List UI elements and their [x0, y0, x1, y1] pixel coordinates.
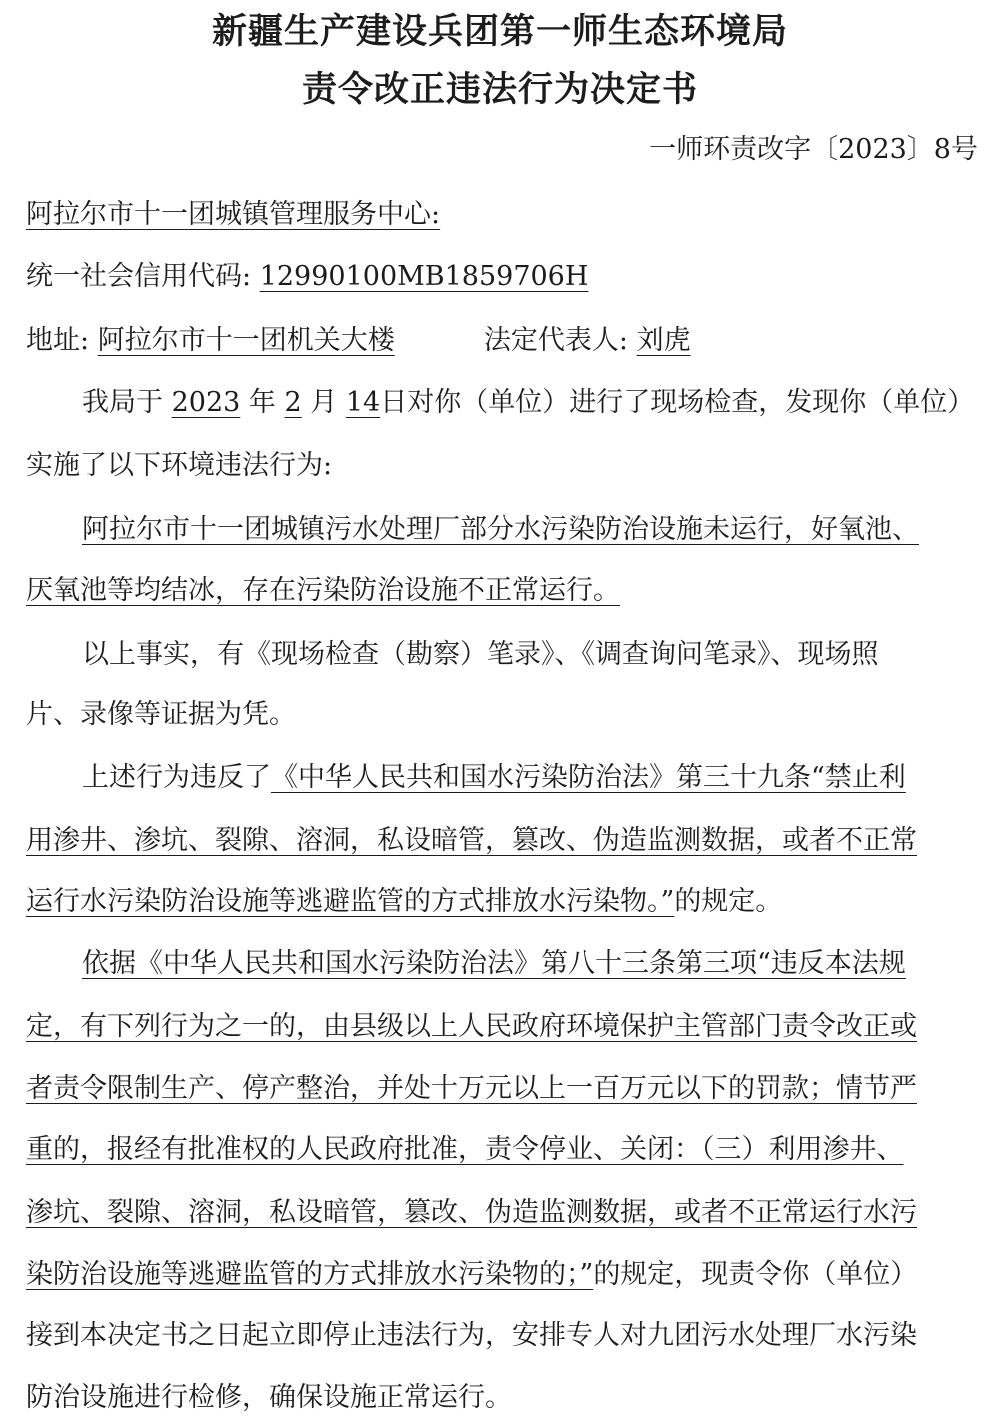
agency-title: 新疆生产建设兵团第一师生态环境局 [211, 12, 788, 52]
violation-text-1: 阿拉尔市十一团城镇污水处理厂部分水污染防治设施未运行，好氧池、 [82, 514, 919, 545]
law-prefix: 上述行为违反了 [82, 762, 271, 793]
inspection-year: 2023 [171, 387, 241, 418]
violation-line-2 [26, 569, 986, 613]
credit-code-value: 12990100MB1859706H [259, 261, 589, 292]
basis-line-7: 接到本决定书之日起立即停止违法行为，安排专人对九团污水处理厂水污染 [26, 1320, 917, 1351]
legal-rep-label: 法定代表人: [483, 325, 628, 356]
law-article-text-1: 《中华人民共和国水污染防治法》第三十九条“禁止利 [271, 762, 906, 793]
basis-text-6: 染防治设施等逃避监管的方式排放水污染物的；” [26, 1259, 594, 1290]
document-title: 责令改正违法行为决定书 [301, 70, 698, 110]
basis-order-text: 的规定，现责令你（单位） [593, 1259, 918, 1290]
basis-line-2 [26, 1005, 986, 1049]
document-number: 一师环责改字〔2023〕8号 [649, 134, 978, 165]
basis-text-2: 定，有下列行为之一的，由县级以上人民政府环境保护主管部门责令改正或 [26, 1011, 917, 1042]
basis-line-6 [26, 1253, 986, 1297]
violation-line-1 [26, 508, 1000, 552]
inspection-year-unit: 年 [248, 387, 276, 418]
party-name: 阿拉尔市十一团城镇管理服务中心: [26, 199, 441, 230]
law-article-text-2: 用渗井、渗坑、裂隙、溶洞，私设暗管，篡改、伪造监测数据，或者不正常 [26, 825, 917, 856]
inspection-suffix: 日对你（单位）进行了现场检查，发现你（单位） [380, 387, 975, 418]
law-article-text-3: 运行水污染防治设施等逃避监管的方式排放水污染物。” [26, 886, 675, 917]
law-suffix: 的规定。 [674, 886, 783, 917]
basis-text-4: 重的，报经有批准权的人民政府批准，责令停业、关闭：（三）利用渗井、 [26, 1134, 904, 1165]
basis-line-1 [26, 942, 1000, 986]
party-name-line [26, 193, 986, 237]
address-value: 阿拉尔市十一团机关大楼 [97, 325, 395, 356]
basis-line-5 [26, 1191, 986, 1235]
violation-text-2: 厌氧池等均结冰，存在污染防治设施不正常运行。 [26, 575, 620, 606]
basis-text-3: 者责令限制生产、停产整治，并处十万元以上一百万元以下的罚款；情节严 [26, 1073, 917, 1104]
law-line-1 [26, 756, 1000, 800]
address-label: 地址: [26, 325, 90, 356]
legal-rep-value: 刘虎 [636, 325, 691, 356]
inspection-day: 14 [345, 387, 381, 418]
credit-code-label: 统一社会信用代码: [26, 261, 252, 292]
law-line-3 [26, 880, 986, 924]
basis-line-3 [26, 1067, 986, 1111]
inspection-prefix: 我局于 [82, 387, 163, 418]
evidence-line-1: 以上事实，有《现场检查（勘察）笔录》、《调查询问笔录》、现场照 [82, 639, 879, 670]
basis-line-4 [26, 1128, 986, 1172]
inspection-month: 2 [284, 387, 302, 418]
basis-line-8: 防治设施进行检修，确保设施正常运行。 [26, 1382, 512, 1413]
evidence-line-2: 片、录像等证据为凭。 [26, 699, 296, 730]
inspection-month-unit: 月 [310, 387, 338, 418]
address-line [26, 319, 986, 363]
credit-code-line [26, 255, 986, 299]
law-line-2 [26, 819, 986, 863]
basis-text-5: 渗坑、裂隙、溶洞，私设暗管，篡改、伪造监测数据，或者不正常运行水污 [26, 1197, 917, 1228]
inspection-line-2: 实施了以下环境违法行为: [26, 450, 333, 481]
basis-text-1: 依据《中华人民共和国水污染防治法》第八十三条第三项“违反本法规 [82, 948, 906, 979]
inspection-line-1 [26, 381, 1000, 425]
